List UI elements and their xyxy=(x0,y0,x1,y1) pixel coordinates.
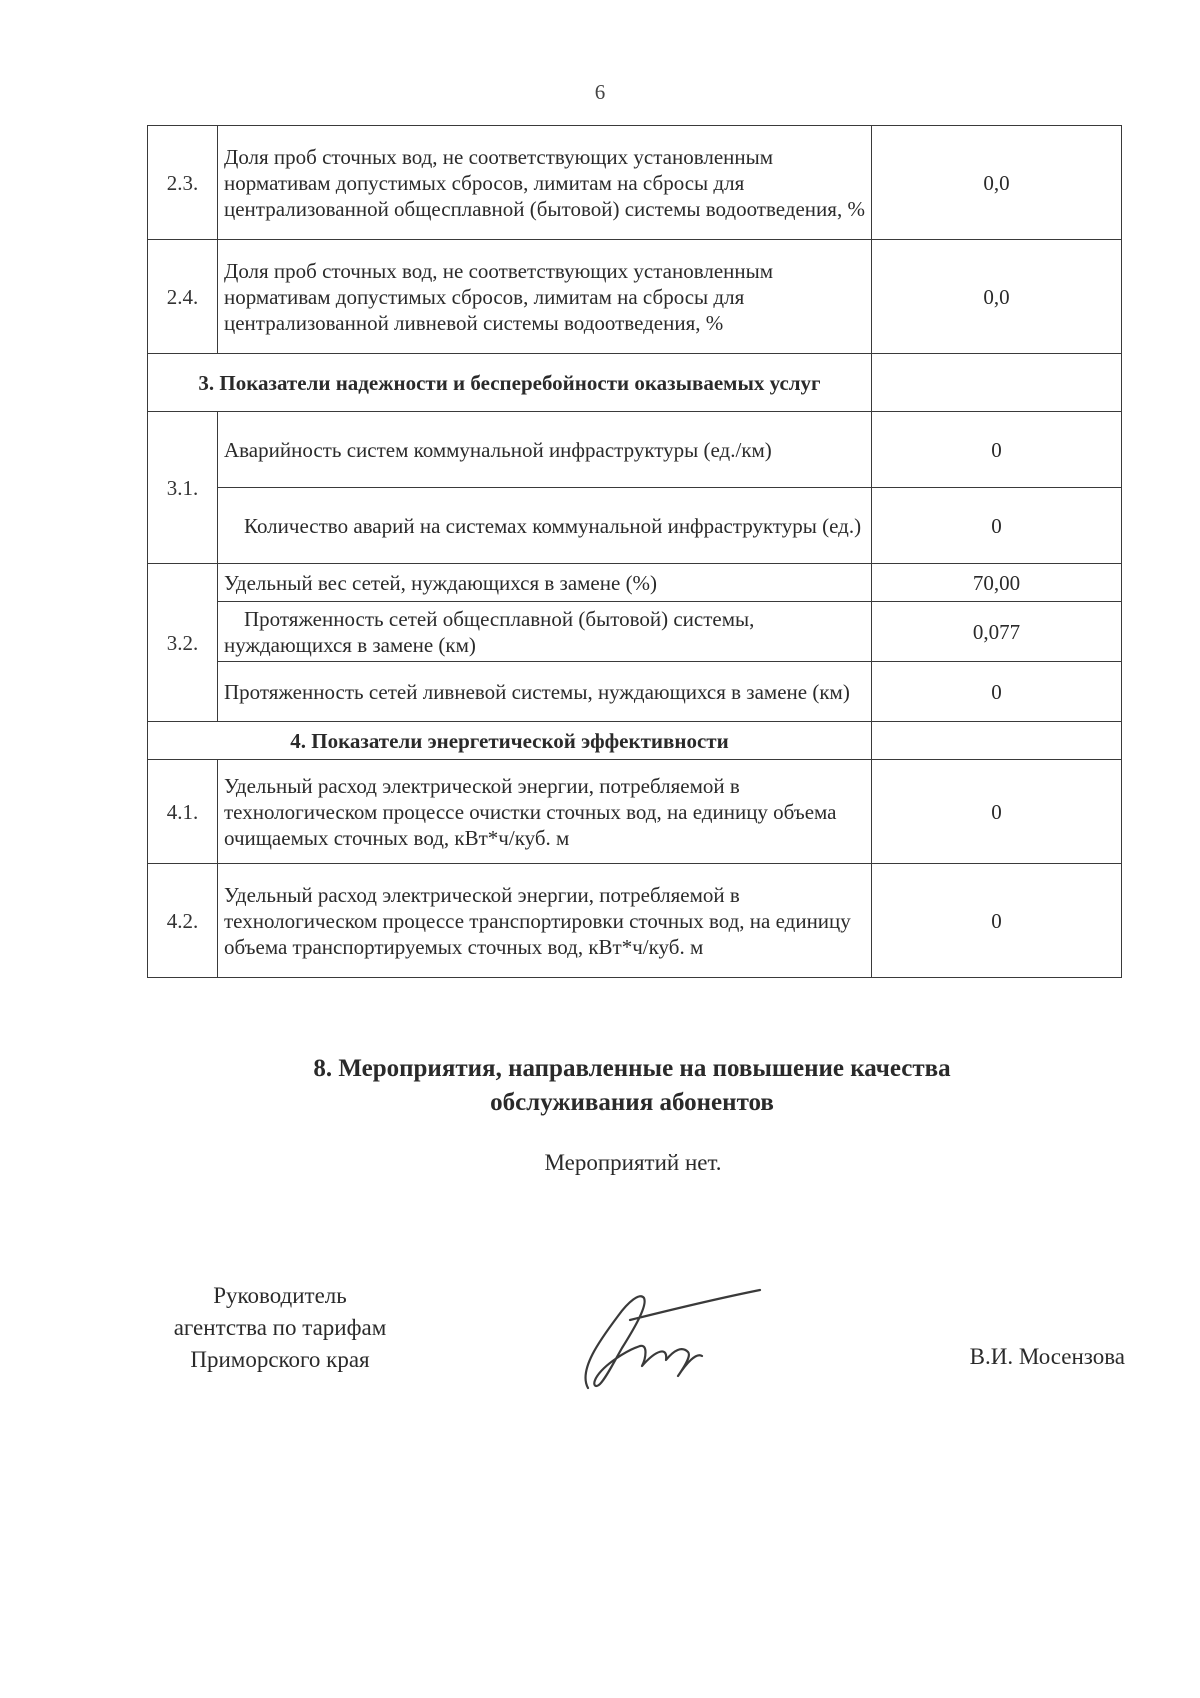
section-row xyxy=(148,354,1122,412)
indicator-value: 0 xyxy=(872,864,1122,978)
table-row xyxy=(148,760,1122,864)
table-row xyxy=(148,602,1122,662)
section-title: 3. Показатели надежности и бесперебойности оказываемых услуг xyxy=(148,354,872,412)
table-row xyxy=(148,412,1122,488)
indicator-value: 0 xyxy=(872,760,1122,864)
indicator-value: 0,0 xyxy=(872,126,1122,240)
indicator-description: Протяженность сетей ливневой системы, нуждающихся в замене (км) xyxy=(218,662,872,722)
section-title: 4. Показатели энергетической эффективности xyxy=(148,722,872,760)
table-row xyxy=(148,662,1122,722)
indicator-description: Удельный расход электрической энергии, потребляемой в технологическом процессе очистки сточных вод, на единицу объема очищаемых сточных вод, кВт*ч/куб. м xyxy=(218,760,872,864)
table-row xyxy=(148,488,1122,564)
signatory-name: В.И. Мосензова xyxy=(969,1344,1125,1369)
table-row xyxy=(148,240,1122,354)
section-row xyxy=(148,722,1122,760)
row-number: 3.1. xyxy=(148,412,218,564)
indicator-description: Доля проб сточных вод, не соответствующих установленным нормативам допустимых сбросов, лимитам на сбросы для централизованной общесплавной (бытовой) системы водоотведения, % xyxy=(218,126,872,240)
handwritten-signature xyxy=(570,1280,770,1400)
indicator-description: Доля проб сточных вод, не соответствующих установленным нормативам допустимых сбросов, лимитам на сбросы для централизованной ливневой системы водоотведения, % xyxy=(218,240,872,354)
section-heading xyxy=(0,1052,1200,1120)
table-row xyxy=(148,564,1122,602)
row-number: 4.2. xyxy=(148,864,218,978)
section-heading-line: обслуживания абонентов xyxy=(490,1089,774,1116)
no-measures-note: Мероприятий нет. xyxy=(544,1150,722,1175)
table-row xyxy=(148,864,1122,978)
indicator-value: 0 xyxy=(872,412,1122,488)
indicator-value: 0,077 xyxy=(872,602,1122,662)
empty-value-cell xyxy=(872,722,1122,760)
row-number: 2.4. xyxy=(148,240,218,354)
signatory-position-line: агентства по тарифам xyxy=(173,1315,387,1340)
indicator-description: Удельный вес сетей, нуждающихся в замене (%) xyxy=(218,564,872,602)
empty-value-cell xyxy=(872,354,1122,412)
indicator-value: 0 xyxy=(872,662,1122,722)
indicator-value: 0,0 xyxy=(872,240,1122,354)
indicator-value: 70,00 xyxy=(872,564,1122,602)
indicator-description: Аварийность систем коммунальной инфраструктуры (ед./км) xyxy=(218,412,872,488)
table-row xyxy=(148,126,1122,240)
row-number: 2.3. xyxy=(148,126,218,240)
signatory-position xyxy=(140,1280,420,1376)
indicator-description: Удельный расход электрической энергии, потребляемой в технологическом процессе транспортировки сточных вод, на единицу объема транспортируемых сточных вод, кВт*ч/куб. м xyxy=(218,864,872,978)
row-number: 3.2. xyxy=(148,564,218,722)
signatory-position-line: Руководитель xyxy=(213,1283,347,1308)
signatory-position-line: Приморского края xyxy=(190,1347,370,1372)
indicators-table xyxy=(147,125,1122,978)
section-heading-line: 8. Мероприятия, направленные на повышение качества xyxy=(313,1055,951,1082)
indicator-description: Протяженность сетей общесплавной (бытовой) системы, нуждающихся в замене (км) xyxy=(218,602,872,662)
indicator-description: Количество аварий на системах коммунальной инфраструктуры (ед.) xyxy=(218,488,872,564)
row-number: 4.1. xyxy=(148,760,218,864)
indicator-value: 0 xyxy=(872,488,1122,564)
page-number: 6 xyxy=(594,80,606,104)
